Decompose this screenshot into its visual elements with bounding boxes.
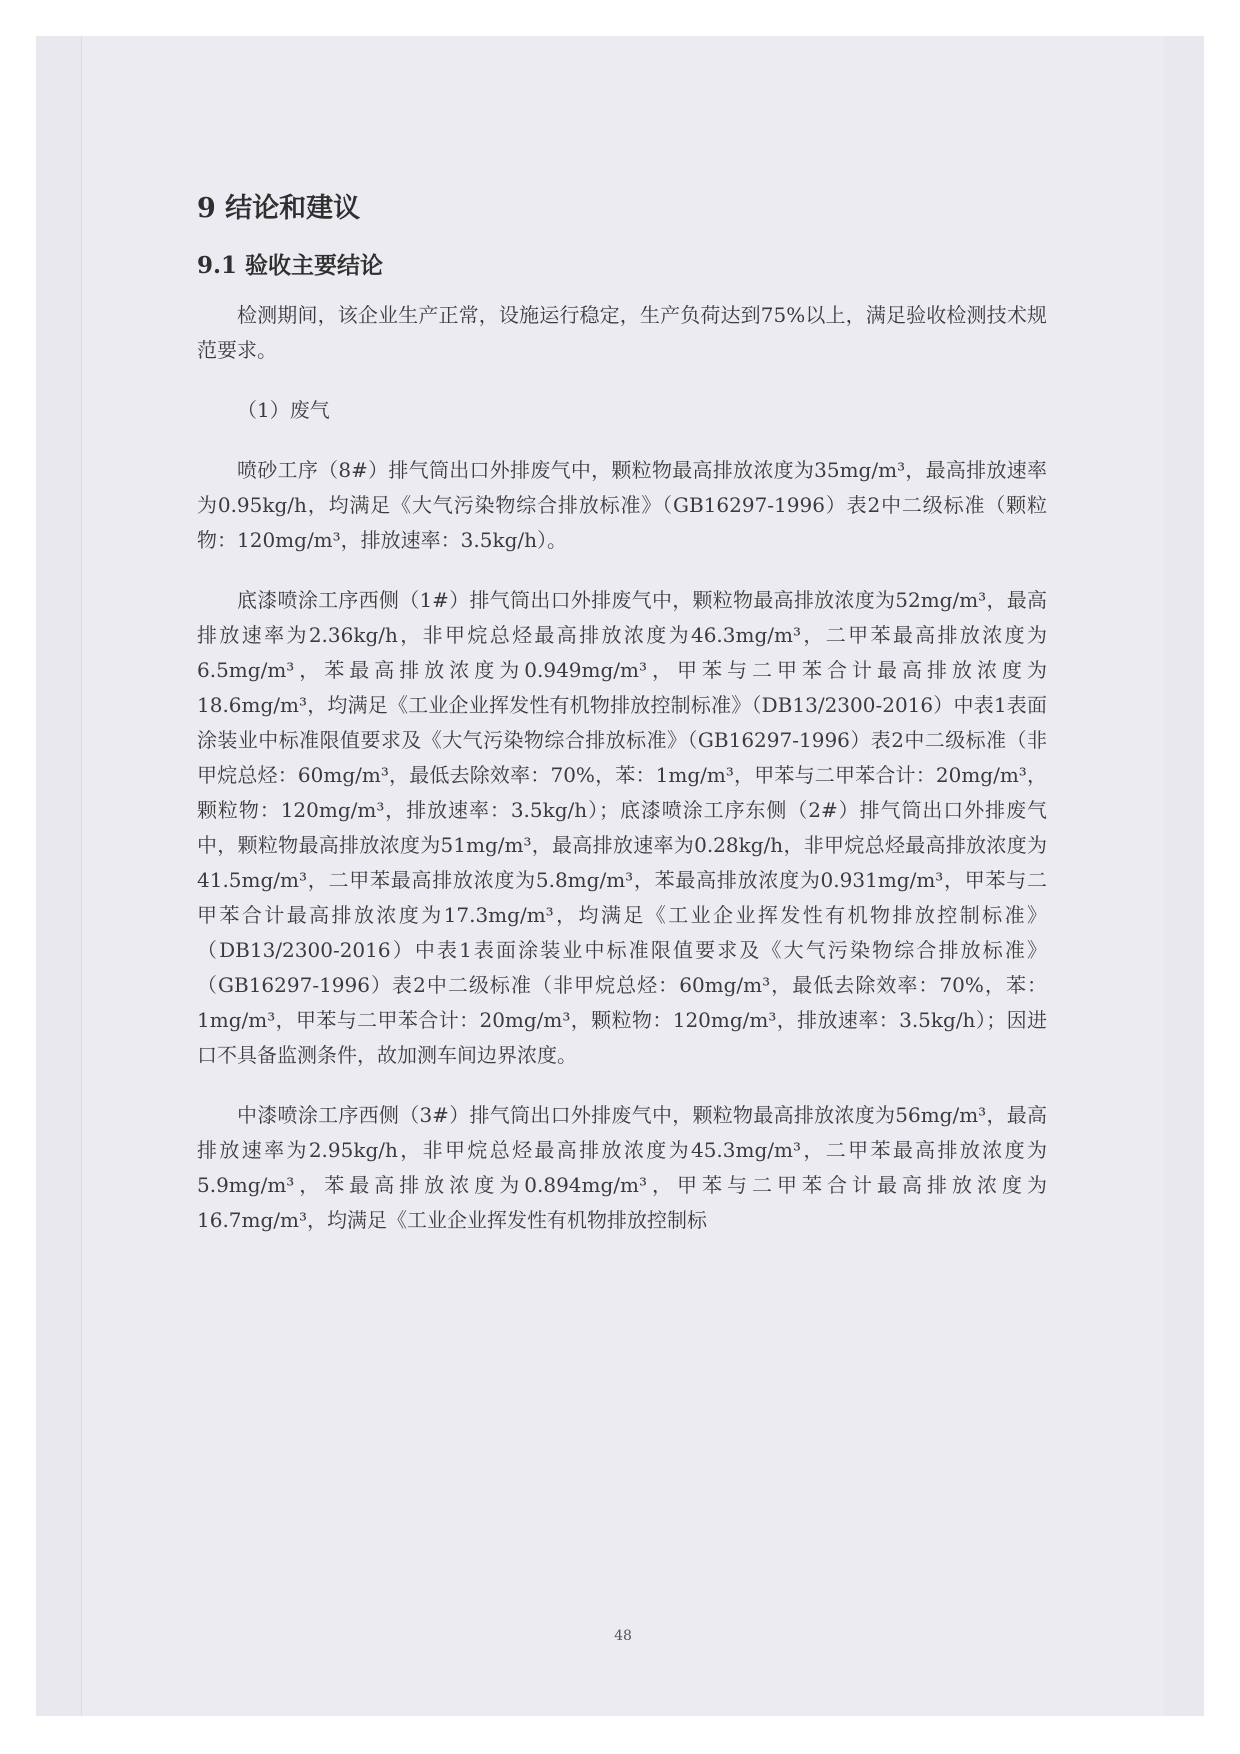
page-number: 48	[614, 1628, 632, 1644]
section-heading: 9.1 验收主要结论	[197, 252, 384, 279]
document-page	[82, 36, 1164, 1716]
paragraph-sandblasting: 喷砂工序（8#）排气筒出口外排废气中，颗粒物最高排放浓度为35mg/m³，最高排放速率为0.95kg/h，均满足《大气污染物综合排放标准》（GB16297-1996）表2中二级标准（颗粒物：120mg/m³，排放速率：3.5kg/h）。	[197, 458, 1047, 552]
body-text	[197, 298, 1047, 1238]
chapter-heading: 9 结论和建议	[197, 193, 361, 224]
paragraph-subheading: （1）废气	[237, 398, 330, 422]
paragraph-intro: 检测期间，该企业生产正常，设施运行稳定，生产负荷达到75%以上，满足验收检测技术规范要求。	[197, 303, 1047, 362]
paragraph-midcoat: 中漆喷涂工序西侧（3#）排气筒出口外排废气中，颗粒物最高排放浓度为56mg/m³，最高排放速率为2.95kg/h，非甲烷总烃最高排放浓度为45.3mg/m³，二甲苯最高排放浓度为5.9mg/m³，苯最高排放浓度为0.894mg/m³，甲苯与二甲苯合计最高排放浓度为16.7mg/m³，均满足《工业企业挥发性有机物排放控制标	[197, 1103, 1047, 1232]
paragraph-primer: 底漆喷涂工序西侧（1#）排气筒出口外排废气中，颗粒物最高排放浓度为52mg/m³，最高排放速率为2.36kg/h，非甲烷总烃最高排放浓度为46.3mg/m³，二甲苯最高排放浓度为6.5mg/m³，苯最高排放浓度为0.949mg/m³，甲苯与二甲苯合计最高排放浓度为18.6mg/m³，均满足《工业企业挥发性有机物排放控制标准》（DB13/2300-2016）中表1表面涂装业中标准限值要求及《大气污染物综合排放标准》（GB16297-1996）表2中二级标准（非甲烷总烃：60mg/m³，最低去除效率：70%，苯：1mg/m³，甲苯与二甲苯合计：20mg/m³，颗粒物：120mg/m³，排放速率：3.5kg/h）；底漆喷涂工序东侧（2#）排气筒出口外排废气中，颗粒物最高排放浓度为51mg/m³，最高排放速率为0.28kg/h，非甲烷总烃最高排放浓度为41.5mg/m³，二甲苯最高排放浓度为5.8mg/m³，苯最高排放浓度为0.931mg/m³，甲苯与二甲苯合计最高排放浓度为17.3mg/m³，均满足《工业企业挥发性有机物排放控制标准》（DB13/2300-2016）中表1表面涂装业中标准限值要求及《大气污染物综合排放标准》（GB16297-1996）表2中二级标准（非甲烷总烃：60mg/m³，最低去除效率：70%，苯：1mg/m³，甲苯与二甲苯合计：20mg/m³，颗粒物：120mg/m³，排放速率：3.5kg/h）；因进口不具备监测条件，故加测车间边界浓度。	[197, 588, 1047, 1067]
